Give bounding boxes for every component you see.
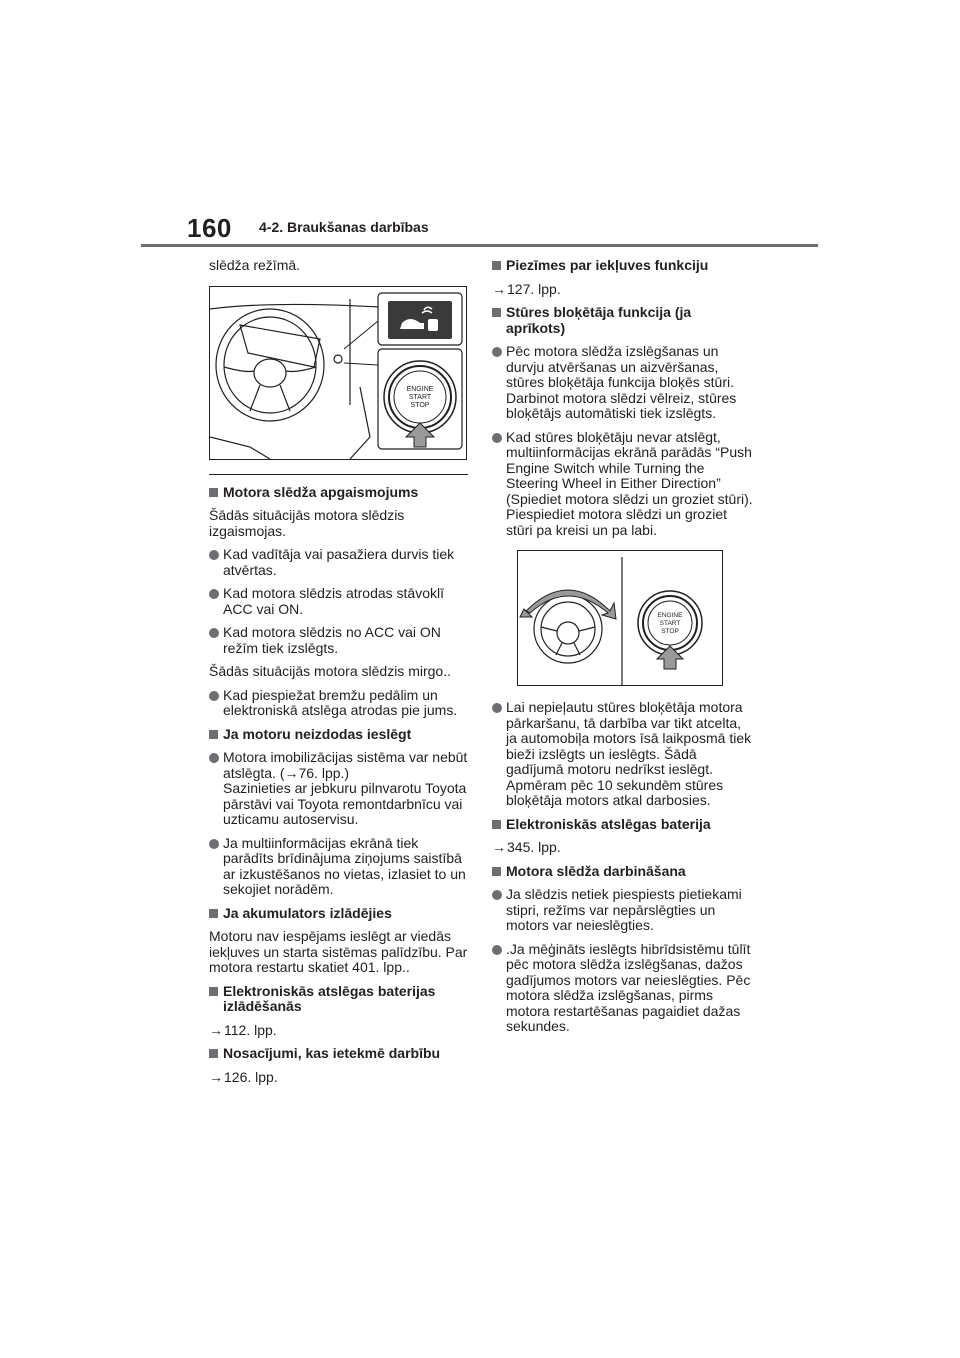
page-reference: → 112. lpp. [209,1023,468,1039]
steering-drawing [518,551,722,685]
heading-operating-conditions: Nosacījumi, kas ietekmē darbību [209,1046,468,1062]
heading-steering-lock: Stūres bloķētāja funkcija (ja aprīkots) [492,305,754,336]
engine-label: ENGINE [657,612,683,619]
bullet-item: Ja slēdzis netiek piespiests pietiekami stipri, režīms var nepārslēgties un motors var neieslēgties. [492,887,754,934]
section-title: 4-2. Braukšanas darbības [259,219,429,235]
bullet-item: Ja multiinformācijas ekrānā tiek parādīts brīdinājuma ziņojums saistībā ar izkustēšanos no vietas, izlasiet to un sekojiet norādēm. [209,836,468,898]
paragraph: Motoru nav iespējams ieslēgt ar viedās iekļuves un starta sistēmas palīdzību. Par motora restartu skatiet 401. lpp.. [209,928,468,975]
heading-switch-illumination: Motora slēdža apgaismojums [209,485,468,501]
bullet-item: Kad vadītāja vai pasažiera durvis tiek atvērtas. [209,547,468,578]
right-column [492,258,754,1043]
heading-switch-operation: Motora slēdža darbināšana [492,864,754,880]
bullet-item: .Ja mēģināts ieslēgts hibrīdsistēmu tūlīt pēc motora slēdža izslēgšanas, dažos gadījumos motors var neieslēgties. Pēc motora slēdža izslēgšanas, pirms motora restartēšanas pagaidiet dažas sekundes. [492,942,754,1035]
start-label: START [408,393,432,401]
start-label: START [659,620,681,627]
heading-key-battery: Elektroniskās atslēgas baterija [492,817,754,833]
continued-text: slēdža režīmā. [209,257,301,273]
page-reference: → 126. lpp. [209,1070,468,1086]
heading-engine-not-start: Ja motoru neizdodas ieslēgt [209,727,468,743]
dashboard-illustration [209,286,467,460]
heading-battery-discharged: Ja akumulators izlādējies [209,906,468,922]
heading-entry-function-notes: Piezīmes par iekļuves funkciju [492,258,754,274]
bullet-item: Kad piespiežat bremžu pedālim un elektroniskā atslēga atrodas pie jums. [209,688,468,719]
stop-label: STOP [410,401,430,409]
paragraph: Šādās situācijās motora slēdzis izgaismojas. [209,507,405,539]
heading-key-battery-depletion: Elektroniskās atslēgas baterijas izlādēšanās [209,984,468,1015]
bullet-item: Kad motora slēdzis atrodas stāvoklī ACC vai ON. [209,586,468,617]
bullet-item: Kad motora slēdzis no ACC vai ON režīm tiek izslēgts. [209,625,468,656]
stop-label: STOP [661,628,679,635]
left-column [209,258,468,1093]
bullet-item: Pēc motora slēdža izslēgšanas un durvju atvēršanas un aizvēršanas, stūres bloķētāja funkcija bloķēs stūri. Darbinot motora slēdzi vēlreiz, stūres bloķētājs automātiski tiek izslēgts. [492,344,754,422]
bullet-item: Kad stūres bloķētāju nevar atslēgt, multiinformācijas ekrānā parādās “Push Engine Switch while Turning the Steering Wheel in Either Direction” (Spiediet motora slēdzi un groziet stūri). Piespiediet motora slēdzi un groziet stūri pa kreisi un pa labi. [492,430,754,539]
engine-label: ENGINE [406,385,434,393]
bullet-item: Lai nepieļautu stūres bloķētāja motora pārkaršanu, tā darbība var tikt atcelta, ja automobiļa motors īsā laikposmā tiek bieži izslēgts un ieslēgts. Šādā gadījumā motoru nedrīkst ieslēgt. Apmēram pēc 10 sekundēm stūres bloķētāja motors atkal darbosies. [492,700,754,809]
section-divider [209,474,468,475]
page-number: 160 [187,213,232,243]
header-rule [141,244,818,247]
page-reference: → 345. lpp. [492,840,754,856]
dashboard-drawing [210,287,466,459]
page-reference: → 127. lpp. [492,282,754,298]
steering-lock-illustration [517,550,723,686]
bullet-item: Motora imobilizācijas sistēma var nebūt atslēgta. (→76. lpp.) Sazinieties ar jebkuru pilnvarotu Toyota pārstāvi vai Toyota remontdarbnīcu vai uzticamu autoservisu. [209,750,468,828]
paragraph: Šādās situācijās motora slēdzis mirgo.. [209,663,451,679]
